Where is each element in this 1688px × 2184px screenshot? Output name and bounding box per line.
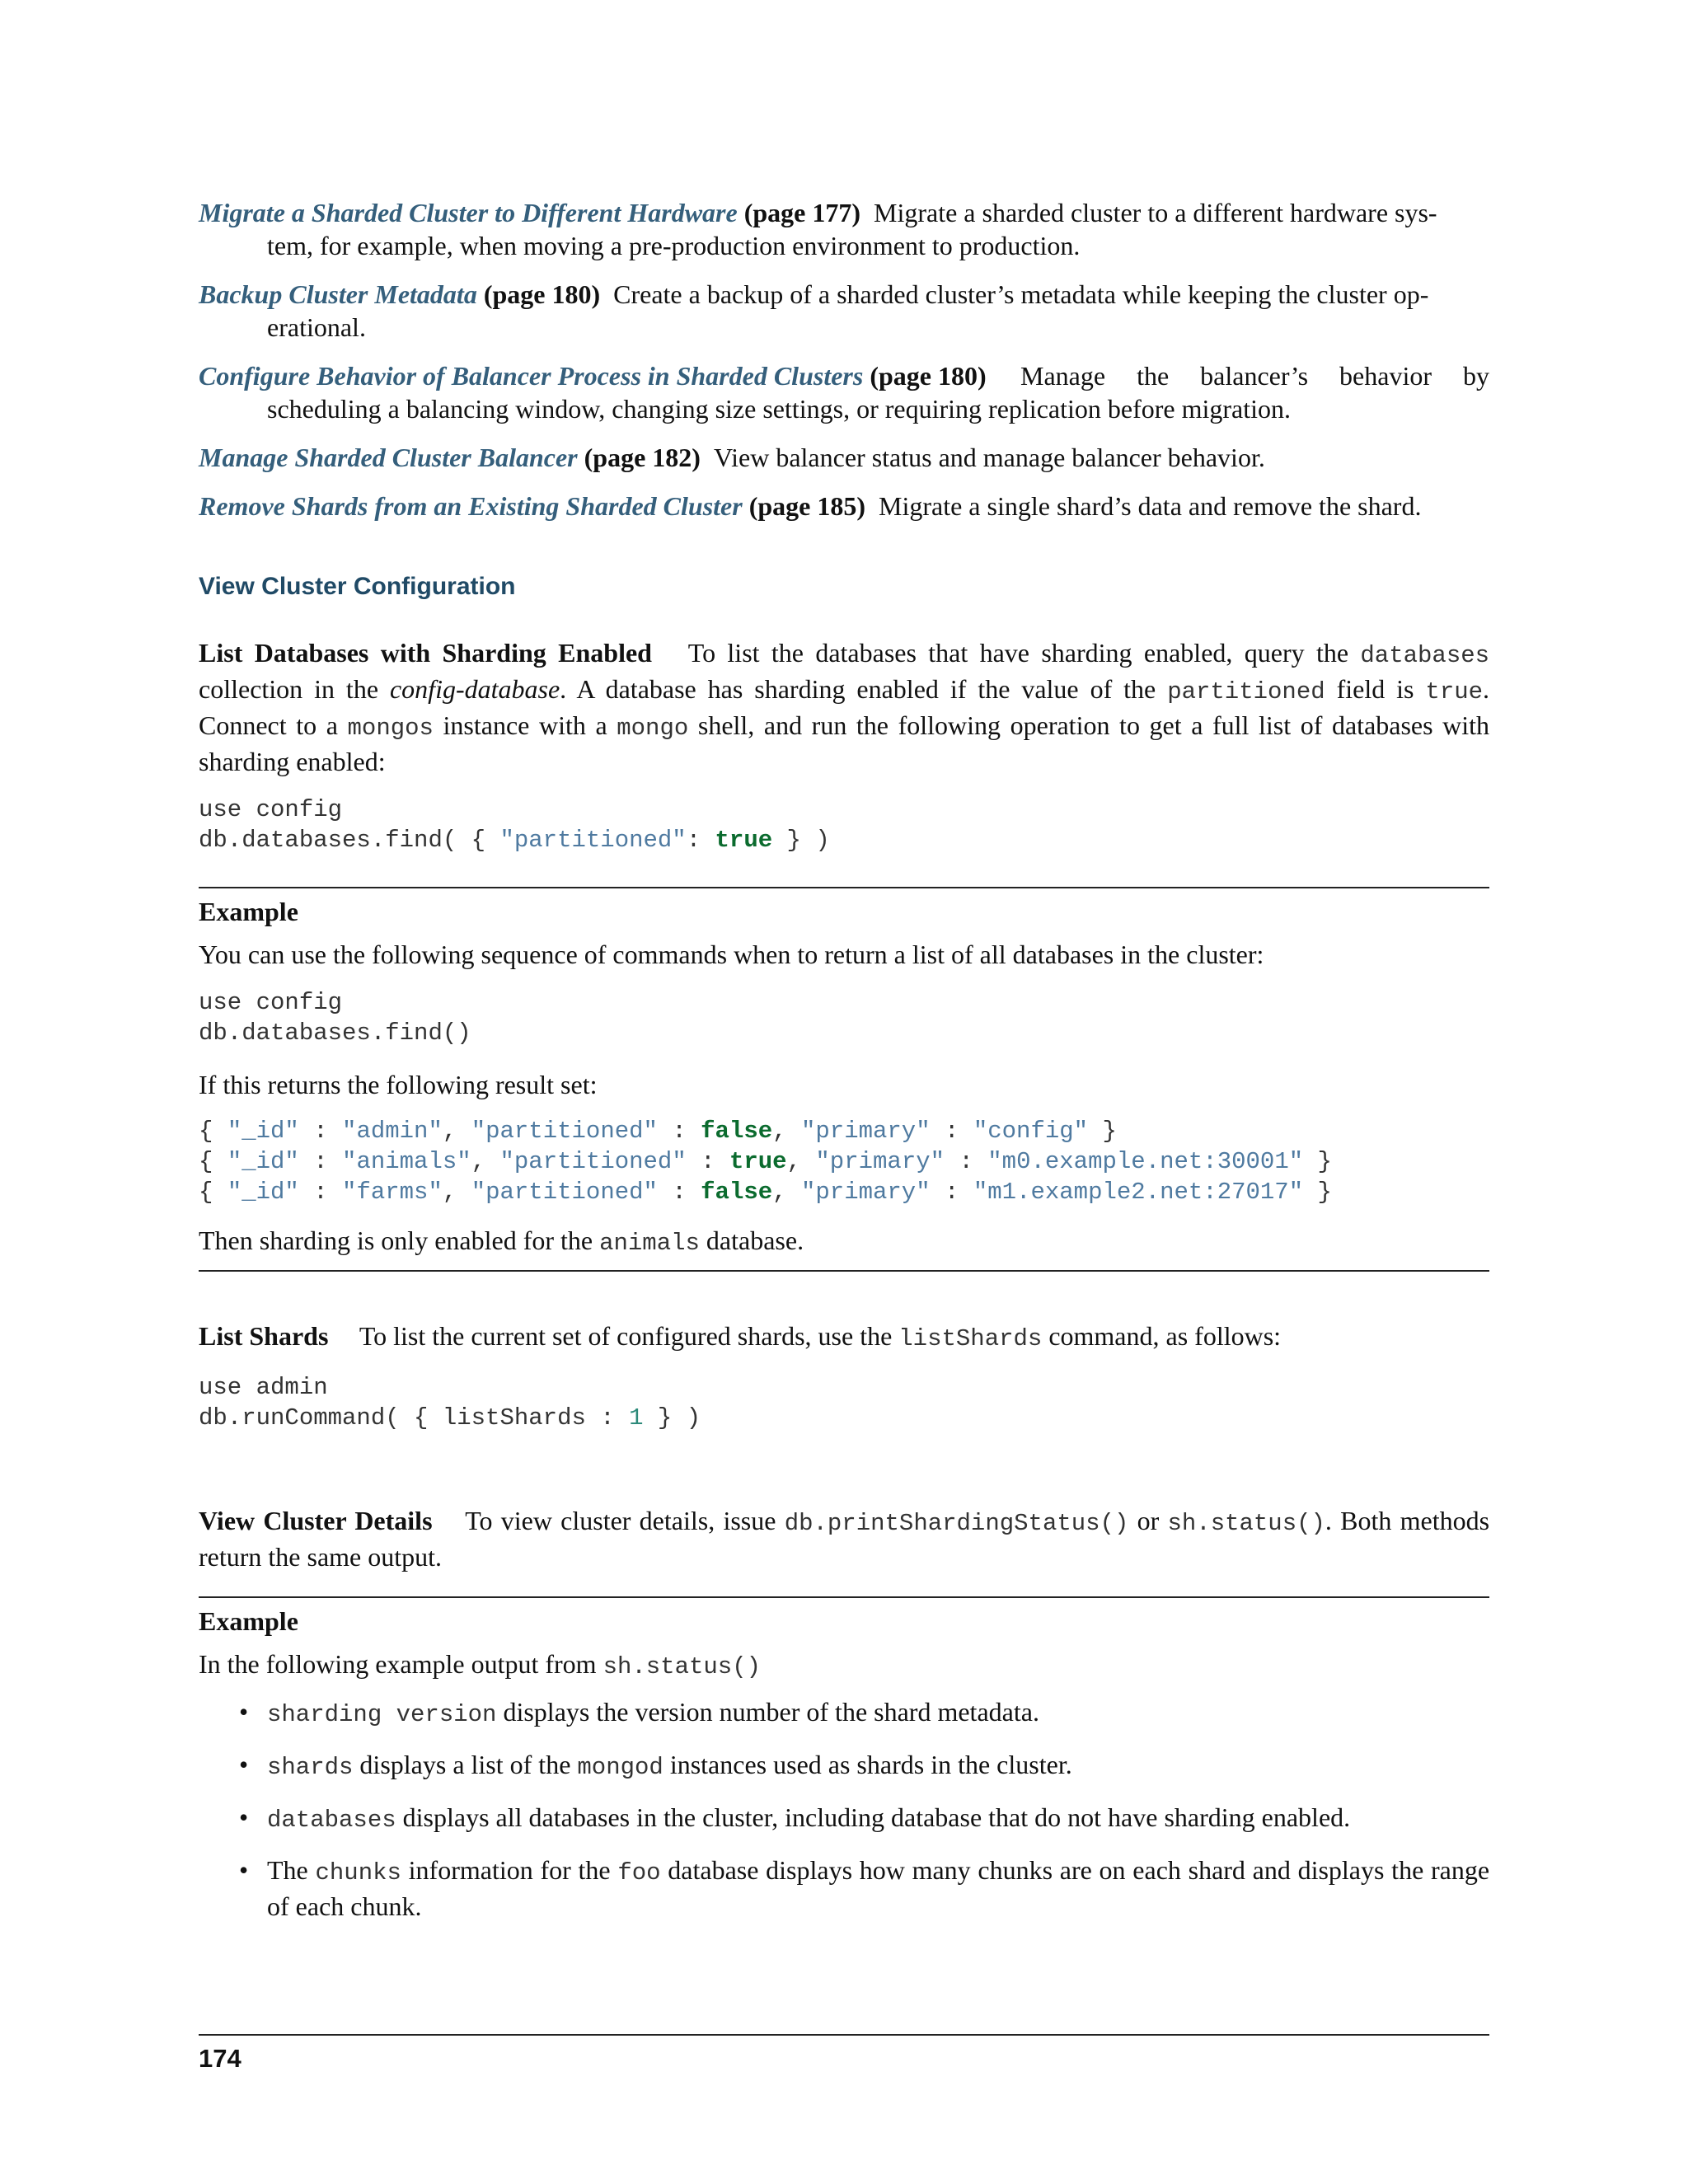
list-item: • shards displays a list of the mongod instances used as shards in the cluster. [239,1748,1489,1784]
code-line: { "_id" : "admin", "partitioned" : false, "primary" : "config" } [199,1118,1117,1145]
code-line: db.databases.find() [199,1019,471,1047]
toc-link[interactable]: Manage Sharded Cluster Balancer [199,443,578,472]
inline-code: sh.status() [1167,1510,1325,1537]
page-number: 174 [199,2044,241,2073]
toc-desc-cont: tem, for example, when moving a pre-production environment to production. [267,231,1081,260]
code-line: { "_id" : "farms", "partitioned" : false, "primary" : "m1.example2.net:27017" } [199,1179,1332,1206]
toc-list [199,196,1489,523]
text: To list the databases that have sharding enabled, query the [687,638,1349,668]
example-box [199,1596,1489,1923]
toc-page: (page 182) [584,443,701,472]
bullet-list [199,1695,1489,1923]
code-line: use admin [199,1374,328,1401]
example-box [199,887,1489,1272]
toc-item [199,490,1489,523]
code-line: { "_id" : "animals", "partitioned" : true, "primary" : "m0.example.net:30001" } [199,1148,1332,1175]
toc-desc-cont: erational. [267,312,366,342]
config-database-ref[interactable]: config-database [389,674,560,704]
toc-link[interactable]: Migrate a Sharded Cluster to Different Hardware [199,198,738,227]
toc-desc: Migrate a sharded cluster to a different hardware sys- [874,198,1437,227]
text: shell, and run the following operation to get a full list of databases with sharding enabled: [199,710,1490,776]
toc-link[interactable]: Remove Shards from an Existing Sharded Cluster [199,491,743,521]
list-shards-paragraph: List Shards To list the current set of configured shards, use the listShards command, as follows: [199,1321,1282,1352]
example-intro: In the following example output from sh.status() [199,1649,761,1680]
inline-code: partitioned [1167,678,1325,705]
text: . Connect to a [199,674,1490,740]
example-title: Example [199,897,298,926]
text: instance with a [443,710,607,740]
toc-item [199,441,1489,474]
paragraph-heading: List Databases with Sharding Enabled [199,638,652,668]
code-block [199,1372,1489,1433]
toc-link[interactable]: Configure Behavior of Balancer Process in Sharded Clusters [199,361,864,391]
code-block [199,794,1489,855]
toc-page: (page 185) [748,491,865,521]
toc-link[interactable]: Backup Cluster Metadata [199,279,477,309]
result-code-block [199,1116,1489,1207]
inline-code: animals [599,1230,700,1257]
toc-page: (page 180) [870,361,987,391]
text: collection in the [199,674,379,704]
inline-code: databases [1360,642,1490,669]
list-item: • sharding version displays the version number of the shard metadata. [239,1695,1489,1732]
toc-page: (page 177) [743,198,860,227]
result-intro: If this returns the following result set: [199,1070,598,1099]
code-line: use config [199,989,343,1016]
code-line: db.runCommand( { listShards : 1 } ) [199,1404,701,1432]
code-block [199,987,1489,1048]
toc-item [199,196,1489,262]
inline-code: sh.status() [603,1653,761,1680]
page-footer [199,2034,1489,2074]
toc-item [199,359,1489,425]
toc-desc: Manage the balancer’s behavior by [1020,361,1489,391]
paragraph-heading: List Shards [199,1321,329,1351]
list-databases-paragraph [199,636,1489,778]
cluster-details-paragraph: View Cluster Details To view cluster details, issue db.printShardingStatus() or sh.status(). Both methods return the same output. [199,1506,1490,1572]
text: . A database has sharding enabled if the value of the [560,674,1156,704]
list-item: • The chunks information for the foo database displays how many chunks are on each shard and displays the range of each chunk. [239,1854,1489,1923]
toc-desc: Create a backup of a sharded cluster’s metadata while keeping the cluster op- [613,279,1429,309]
example-title: Example [199,1606,298,1636]
list-item: • databases displays all databases in the cluster, including database that do not have sharding enabled. [239,1801,1489,1837]
toc-item [199,278,1489,344]
paragraph-heading: View Cluster Details [199,1506,433,1535]
code-line: use config [199,796,343,823]
inline-code: db.printShardingStatus() [784,1510,1129,1537]
toc-page: (page 180) [483,279,601,309]
inline-code: mongo [617,715,689,742]
section-title: View Cluster Configuration [199,573,516,600]
inline-code: listShards [898,1325,1043,1352]
code-line: db.databases.find( { "partitioned": true } ) [199,827,830,854]
toc-desc: Migrate a single shard’s data and remove the shard. [879,491,1422,521]
toc-desc: View balancer status and manage balancer behavior. [713,443,1265,472]
text: field is [1336,674,1414,704]
toc-desc-cont: scheduling a balancing window, changing size settings, or requiring replication before migration. [267,394,1292,424]
page-content [199,196,1489,1939]
example-intro: You can use the following sequence of commands when to return a list of all databases in the cluster: [199,940,1264,969]
inline-code: true [1425,678,1484,705]
inline-code: mongos [347,715,434,742]
example-outro: Then sharding is only enabled for the animals database. [199,1226,804,1257]
